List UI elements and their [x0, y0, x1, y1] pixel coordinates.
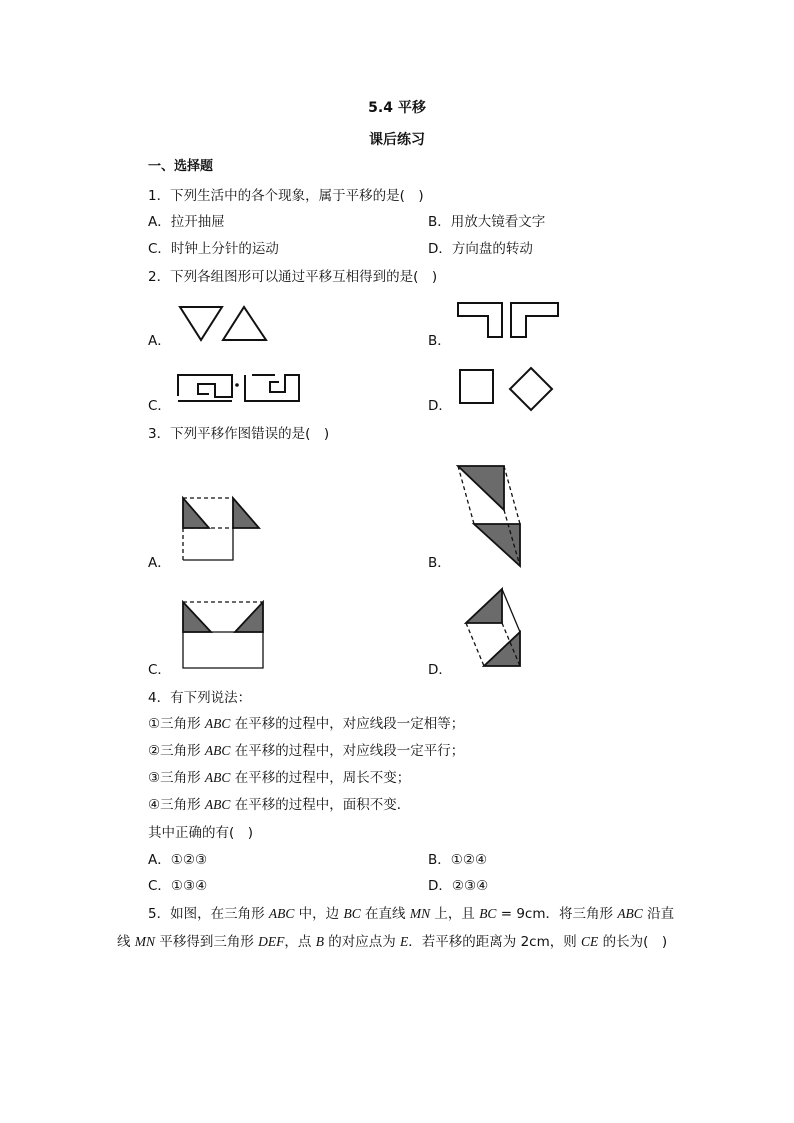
q2-option-a: A． — [148, 333, 171, 349]
q2-stem: 2．下列各组图形可以通过平移互相得到的是( ) — [148, 269, 438, 285]
q1-stem: 1．下列生活中的各个现象，属于平移的是( ) — [148, 188, 424, 204]
q5-line-1: 5．如图，在三角形 ABC 中，边 BC 在直线 MN 上，且 BC = 9cm．将三角形 ABC 沿直 — [148, 906, 675, 922]
q3-option-d: D． — [428, 662, 452, 678]
q2-figure-a-triangles — [176, 304, 276, 344]
q1-option-d: D．方向盘的转动 — [428, 241, 533, 257]
q2-option-b: B． — [428, 333, 451, 349]
q3-figure-c — [175, 594, 270, 674]
q4-ask: 其中正确的有( ) — [148, 825, 254, 841]
q4-statement-4: ④三角形 ABC 在平移的过程中，面积不变． — [148, 797, 411, 813]
q2-figure-c-spirals — [175, 370, 305, 406]
q2-figure-d-squares — [455, 365, 555, 411]
q3-option-c: C． — [148, 662, 171, 678]
q4-option-c: C．①③④ — [148, 878, 208, 894]
q4-statement-2: ②三角形 ABC 在平移的过程中，对应线段一定平行； — [148, 743, 465, 759]
q4-option-b: B．①②④ — [428, 852, 488, 868]
q4-statement-1: ①三角形 ABC 在平移的过程中，对应线段一定相等； — [148, 716, 465, 732]
q2-option-d: D． — [428, 398, 452, 414]
q1-option-b: B．用放大镜看文字 — [428, 214, 546, 230]
q3-figure-b — [452, 460, 532, 570]
q5-line-2: 线 MN 平移得到三角形 DEF，点 B 的对应点为 E．若平移的距离为 2cm，则 CE 的长为( ) — [117, 934, 668, 950]
q3-figure-d — [458, 584, 528, 670]
q1-option-a: A．拉开抽屉 — [148, 214, 225, 230]
page-subtitle: 课后练习 — [369, 132, 425, 148]
q2-option-c: C． — [148, 398, 171, 414]
q4-option-a: A．①②③ — [148, 852, 208, 868]
q4-stem: 4．有下列说法： — [148, 690, 252, 706]
section-heading: 一、选择题 — [148, 159, 214, 174]
q3-stem: 3．下列平移作图错误的是( ) — [148, 426, 330, 442]
q3-option-a: A． — [148, 555, 171, 571]
q4-option-d: D．②③④ — [428, 878, 489, 894]
q3-option-b: B． — [428, 555, 451, 571]
q3-figure-a — [175, 490, 270, 565]
q4-statement-3: ③三角形 ABC 在平移的过程中，周长不变； — [148, 770, 411, 786]
q2-figure-b-l-shapes — [455, 300, 565, 344]
page-title: 5.4 平移 — [368, 100, 426, 116]
q1-option-c: C．时钟上分针的运动 — [148, 241, 279, 257]
